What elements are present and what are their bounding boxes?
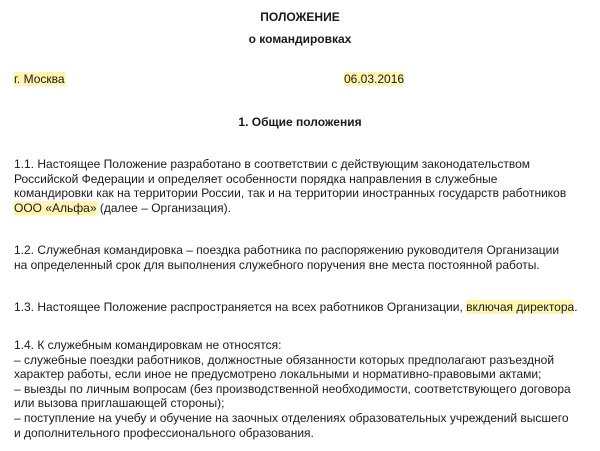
paragraph-line: или вызова приглашающей стороны); [14, 396, 225, 411]
document-subtitle: о командировках [248, 32, 352, 46]
paragraph-line [14, 201, 594, 216]
paragraph-line-rest: (далее – Организация). [96, 200, 231, 215]
paragraph-1-3 [14, 300, 594, 315]
paragraph-1-1 [14, 157, 594, 215]
paragraph-line: командировки как на территории России, так и на территории иностранных государств работников [14, 186, 567, 201]
highlighted-text: включая директора [466, 300, 575, 314]
paragraph-line: Российской Федерации и определяет особенности порядка направления в служебные [14, 171, 498, 186]
paragraph-1-2 [14, 243, 594, 272]
paragraph-line [14, 300, 594, 315]
paragraph-line: – служебные поездки работников, должностные обязанности которых предполагают разъездной [14, 352, 555, 367]
section-title: 1. Общие положения [238, 115, 362, 129]
paragraph-line: 1.1. Настоящее Положение разработано в соответствии с действующим законодательством [14, 157, 531, 171]
paragraph-text: 1.3. Настоящее Положение распространяется на всех работников Организации, [14, 300, 467, 314]
city-label [14, 72, 65, 86]
paragraph-line: – поступление на учебу и обучение на заочных отделениях образовательных учреждений высшего [14, 410, 569, 425]
document-title: ПОЛОЖЕНИЕ [260, 10, 340, 24]
paragraph-end: . [574, 300, 578, 314]
paragraph-line: – выезды по личным вопросам (без производственной необходимости, соответствующего договора [14, 381, 571, 396]
paragraph-line: на определенный срок для выполнения служебного поручения вне места постоянной работы. [14, 257, 540, 272]
date-text: 06.03.2016 [344, 72, 405, 86]
company-name: ООО «Альфа» [14, 200, 97, 215]
paragraph-line: 1.2. Служебная командировка – поездка работника по распоряжению руководителя Организации [14, 243, 560, 257]
date-label [344, 72, 404, 86]
paragraph-line: и дополнительного профессионального образования. [14, 425, 314, 440]
paragraph-line: 1.4. К служебным командировкам не относятся: [14, 338, 282, 352]
city-text: г. Москва [14, 72, 65, 86]
paragraph-1-4 [14, 338, 594, 440]
paragraph-line: характер работы, если иное не предусмотрено локальными и нормативно-правовыми актами; [14, 367, 542, 382]
